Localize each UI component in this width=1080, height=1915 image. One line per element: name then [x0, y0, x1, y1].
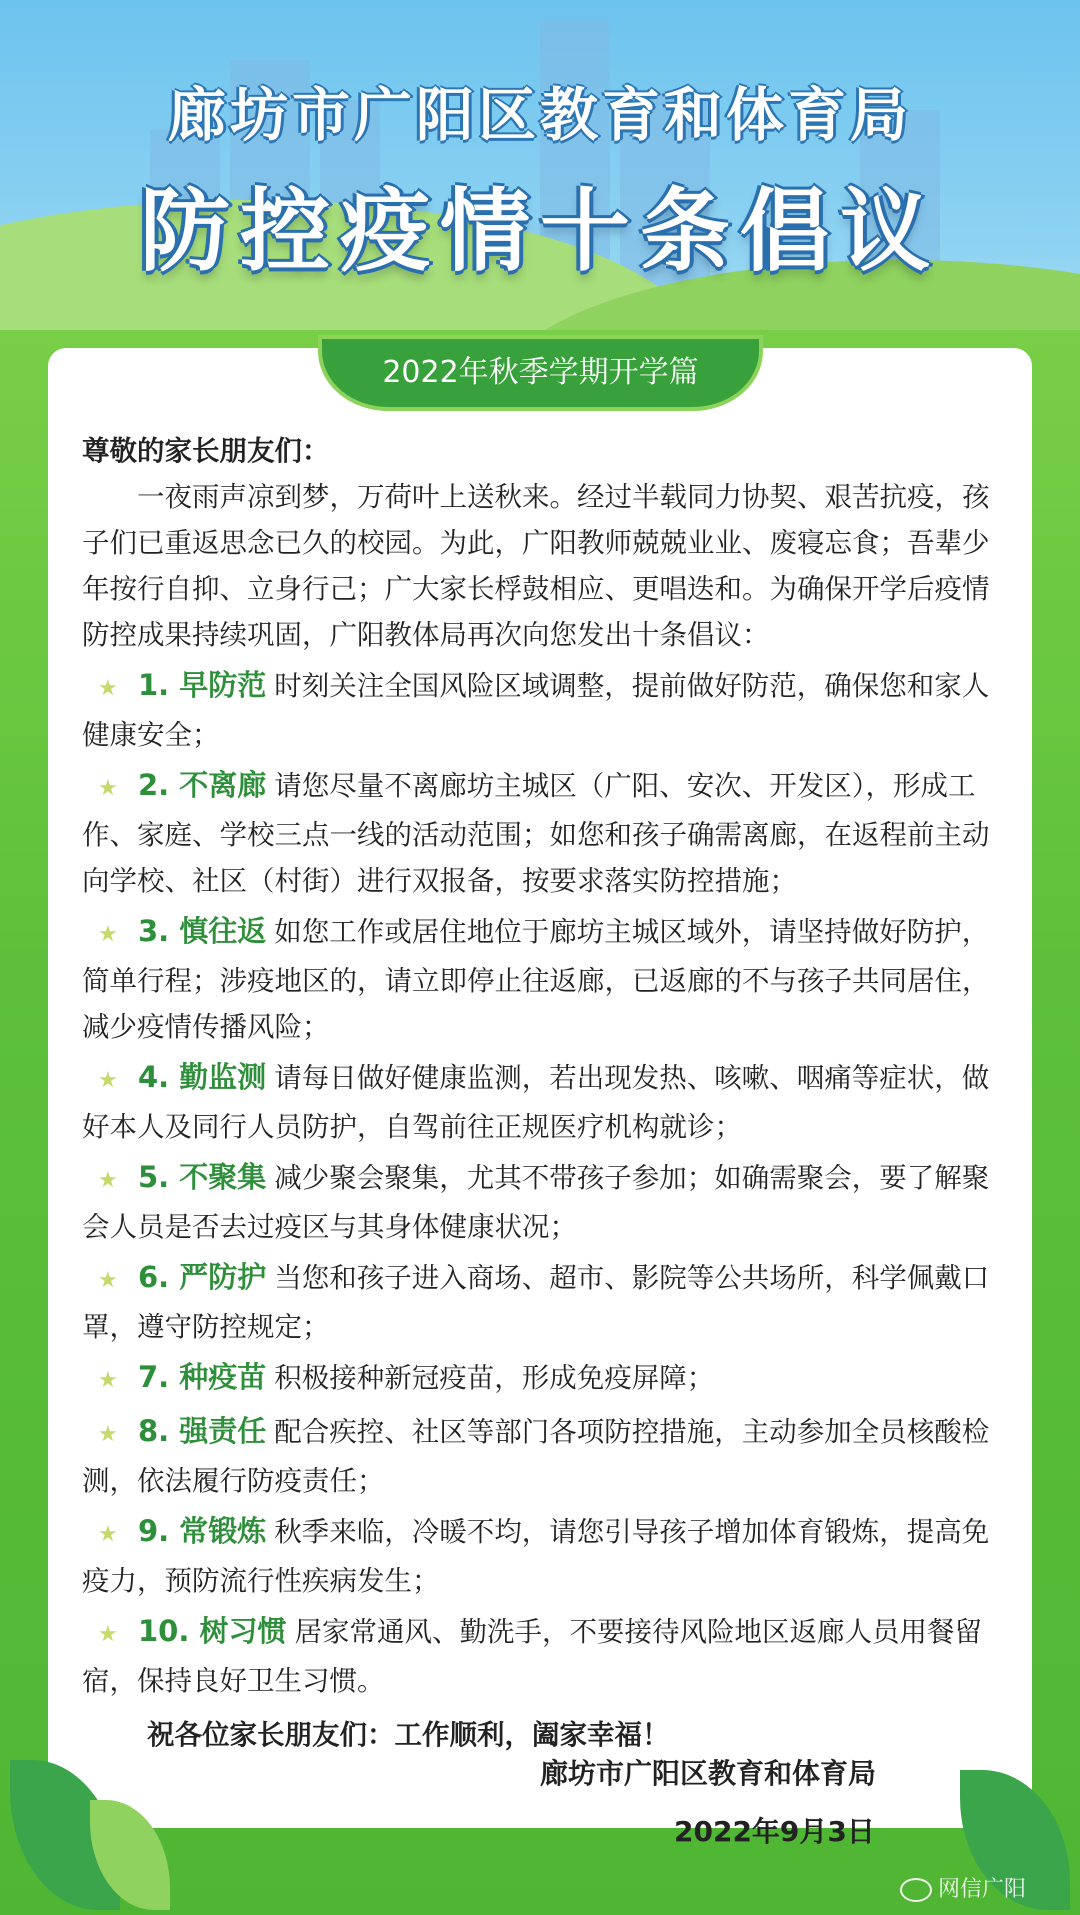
- proposal-item: [82, 1408, 1002, 1504]
- star-icon: ★: [98, 1368, 118, 1393]
- proposal-title: 1. 早防范: [138, 668, 267, 702]
- proposal-title: 5. 不聚集: [138, 1160, 267, 1194]
- proposal-title: 2. 不离廊: [138, 768, 267, 802]
- proposal-item: [82, 762, 1002, 904]
- proposal-title: 4. 勤监测: [138, 1060, 267, 1094]
- wechat-icon: [900, 1878, 932, 1902]
- star-icon: ★: [98, 776, 118, 801]
- proposal-text: 请每日做好健康监测，若出现发热、咳嗽、咽痛等症状，做好本人及同行人员防护，自驾前往正规医疗机构就诊；: [82, 1062, 990, 1143]
- proposal-text: 请您尽量不离廊坊主城区（广阳、安次、开发区），形成工作、家庭、学校三点一线的活动范围；如您和孩子确需离廊，在返程前主动向学校、社区（村街）进行双报备，按要求落实防控措施；: [82, 770, 990, 897]
- proposal-title: 3. 慎往返: [138, 914, 267, 948]
- star-icon: ★: [98, 1268, 118, 1293]
- proposal-title: 7. 种疫苗: [138, 1360, 267, 1394]
- main-title: 防控疫情十条倡议: [140, 179, 940, 284]
- proposal-text: 积极接种新冠疫苗，形成免疫屏障；: [274, 1362, 715, 1394]
- banner-label: 2022年秋季学期开学篇: [382, 355, 699, 390]
- proposal-text: 秋季来临，冷暖不均，请您引导孩子增加体育锻炼，提高免疫力，预防流行性疾病发生；: [82, 1516, 990, 1597]
- proposal-text: 减少聚会聚集，尤其不带孩子参加；如确需聚会，要了解聚会人员是否去过疫区与其身体健康状况；: [82, 1162, 990, 1243]
- org-title: 廊坊市广阳区教育和体育局: [167, 81, 912, 149]
- proposal-title: 9. 常锻炼: [138, 1514, 267, 1548]
- letter-content: [82, 428, 1002, 1758]
- star-icon: ★: [98, 1622, 118, 1647]
- sign-date: 2022年9月3日: [674, 1815, 875, 1848]
- proposal-item: [82, 908, 1002, 1050]
- proposal-item: [82, 1354, 1002, 1404]
- closing-line: 祝各位家长朋友们：工作顺利，阖家幸福！: [147, 1719, 670, 1751]
- watermark-label: 网信广阳: [938, 1877, 1027, 1902]
- star-icon: ★: [98, 1522, 118, 1547]
- proposal-text: 时刻关注全国风险区域调整，提前做好防范，确保您和家人健康安全；: [82, 670, 990, 751]
- subtitle-banner: [318, 335, 763, 411]
- proposal-item: [82, 1054, 1002, 1150]
- proposal-title: 6. 严防护: [138, 1260, 267, 1294]
- watermark: [900, 1872, 1026, 1903]
- proposal-item: [82, 1608, 1002, 1704]
- star-icon: ★: [98, 1422, 118, 1447]
- proposal-item: [82, 1508, 1002, 1604]
- proposal-text: 当您和孩子进入商场、超市、影院等公共场所，科学佩戴口罩，遵守防控规定；: [82, 1262, 990, 1343]
- proposal-title: 10. 树习惯: [138, 1614, 287, 1648]
- proposal-item: [82, 1154, 1002, 1250]
- star-icon: ★: [98, 676, 118, 701]
- star-icon: ★: [98, 1068, 118, 1093]
- proposal-text: 居家常通风、勤洗手，不要接待风险地区返廊人员用餐留宿，保持良好卫生习惯。: [82, 1616, 982, 1697]
- proposal-list: [82, 662, 1002, 1704]
- star-icon: ★: [98, 922, 118, 947]
- proposal-item: [82, 662, 1002, 758]
- signature: 廊坊市广阳区教育和体育局: [540, 1757, 877, 1790]
- proposal-text: 配合疾控、社区等部门各项防控措施，主动参加全员核酸检测，依法履行防疫责任；: [82, 1416, 990, 1497]
- proposal-text: 如您工作或居住地位于廊坊主城区域外，请坚持做好防护，简单行程；涉疫地区的，请立即停止往返廊，已返廊的不与孩子共同居住，减少疫情传播风险；: [82, 916, 990, 1043]
- proposal-title: 8. 强责任: [138, 1414, 267, 1448]
- proposal-item: [82, 1254, 1002, 1350]
- intro-paragraph: 一夜雨声凉到梦，万荷叶上送秋来。经过半载同力协契、艰苦抗疫，孩子们已重返思念已久的校园。为此，广阳教师兢兢业业、废寝忘食；吾辈少年按行自抑、立身行己；广大家长桴鼓相应、更唱迭和。为确保开学后疫情防控成果持续巩固，广阳教体局再次向您发出十条倡议：: [82, 481, 990, 651]
- greeting: 尊敬的家长朋友们：: [82, 435, 330, 467]
- star-icon: ★: [98, 1168, 118, 1193]
